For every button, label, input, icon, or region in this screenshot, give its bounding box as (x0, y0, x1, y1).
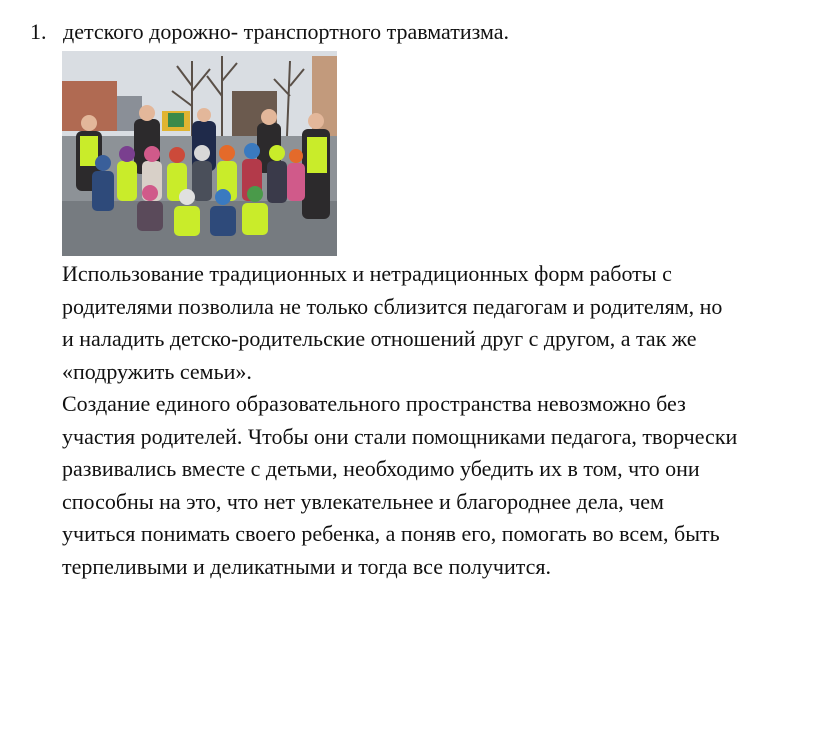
paragraph-2-line: учиться понимать своего ребенка, а поняв его, помогать во всем, быть (62, 521, 720, 546)
list-number: 1. (30, 19, 47, 44)
paragraph-1 (62, 258, 814, 388)
group-photo-image (62, 51, 337, 256)
group-photo (62, 51, 337, 256)
paragraph-2-line: терпеливыми и деликатными и тогда все получится. (62, 553, 552, 579)
paragraph-1-line: родителями позволила не только сблизится педагогам и родителям, но (62, 293, 723, 319)
paragraph-2-line: участия родителей. Чтобы они стали помощниками педагога, творчески (62, 423, 738, 449)
list-item-1 (30, 18, 509, 46)
paragraph-1-line: «подружить семьи». (62, 358, 252, 384)
paragraph-2-line: Создание единого образовательного пространства невозможно без (62, 391, 686, 416)
paragraph-1-line: Использование традиционных и нетрадиционных форм работы с (62, 261, 672, 286)
paragraph-2-line: развивались вместе с детьми, необходимо убедить их в том, что они (62, 456, 700, 481)
list-item-text: детского дорожно- транспортного травматизма. (63, 19, 510, 44)
paragraph-2-line: способны на это, что нет увлекательнее и благороднее дела, чем (62, 488, 664, 514)
paragraph-2 (62, 388, 814, 583)
paragraph-1-line: и наладить детско-родительские отношений друг с другом, а так же (62, 326, 697, 351)
